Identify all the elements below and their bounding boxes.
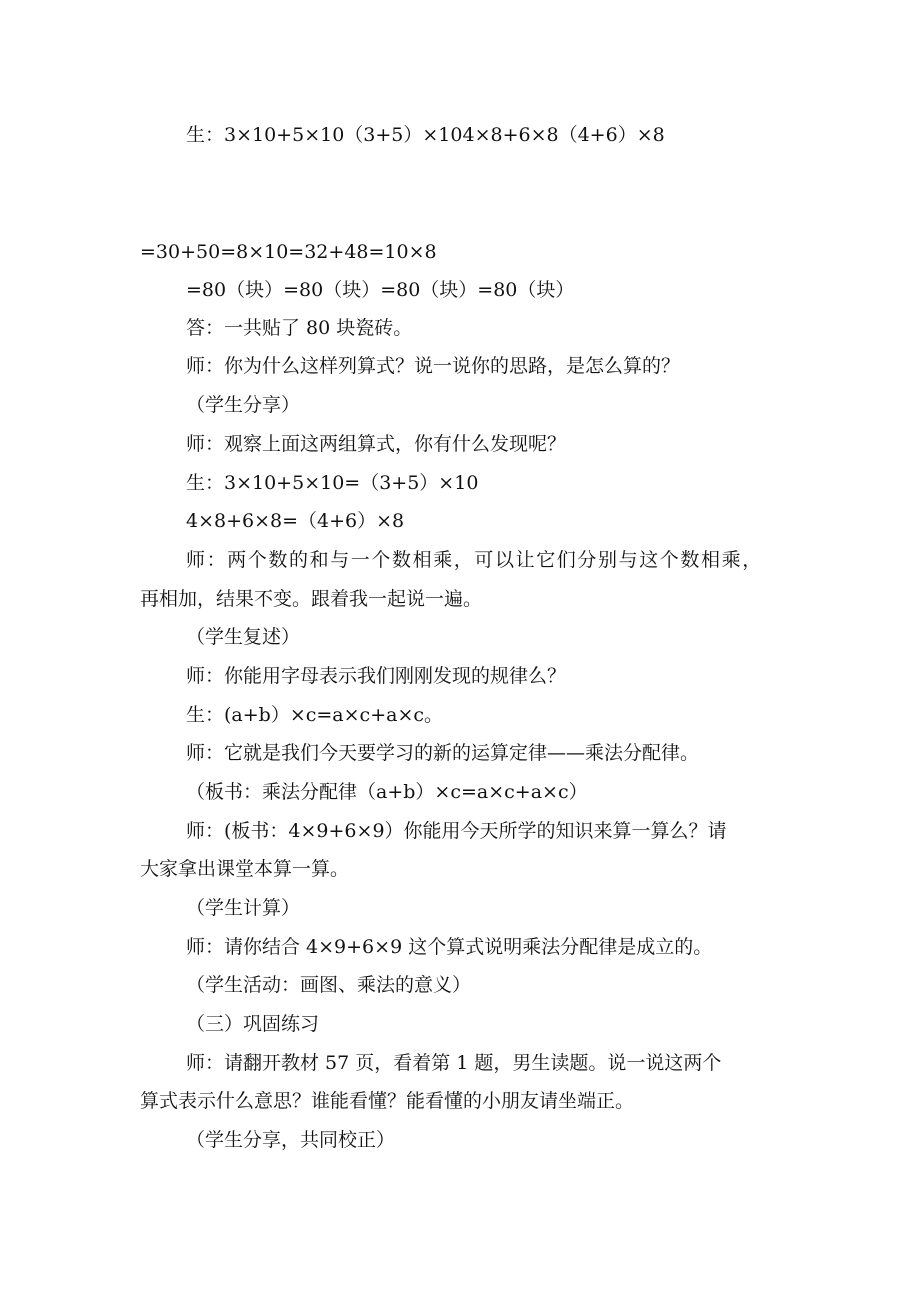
text-line: 师：观察上面这两组算式，你有什么发现呢？ [186,433,567,455]
text-line: 师：它就是我们今天要学习的新的运算定律——乘法分配律。 [186,742,700,764]
text-line: （学生复述） [186,626,301,648]
text-line: 大家拿出课堂本算一算。 [140,858,350,880]
text-line: 师：请翻开教材 57 页，看着第 1 题，男生读题。说一说这两个 [186,1052,722,1074]
text-line: 生：(a+b）×c=a×c+a×c。 [186,704,444,726]
text-line: 再相加，结果不变。跟着我一起说一遍。 [140,588,483,610]
text-line: （板书：乘法分配律（a+b）×c=a×c+a×c） [186,781,588,803]
text-line: （学生活动：画图、乘法的意义） [186,974,472,996]
text-line: 生：3×10+5×10（3+5）×104×8+6×8（4+6）×8 [186,124,665,146]
text-line: 师：你为什么这样列算式？说一说你的思路，是怎么算的？ [186,355,681,377]
text-line: 答：一共贴了 80 块瓷砖。 [186,317,413,339]
text-line: 师：两个数的和与一个数相乘，可以让它们分别与这个数相乘， [186,549,763,571]
text-line: （学生分享，共同校正） [186,1129,396,1151]
text-line: 师：(板书：4×9+6×9）你能用今天所学的知识来算一算么？请 [186,820,727,842]
text-line: 师：你能用字母表示我们刚刚发现的规律么？ [186,665,567,687]
text-line: 算式表示什么意思？谁能看懂？能看懂的小朋友请坐端正。 [140,1090,635,1112]
text-line: 生：3×10+5×10=（3+5）×10 [186,472,479,494]
text-line: （学生分享） [186,394,301,416]
text-line: 4×8+6×8=（4+6）×8 [186,510,405,532]
text-line: =30+50=8×10=32+48=10×8 [140,241,437,263]
text-line: 师：请你结合 4×9+6×9 这个算式说明乘法分配律是成立的。 [186,936,713,958]
text-line: =80（块）=80（块）=80（块）=80（块） [186,279,575,301]
text-line: （学生计算） [186,897,301,919]
section-heading: （三）巩固练习 [186,1013,320,1035]
